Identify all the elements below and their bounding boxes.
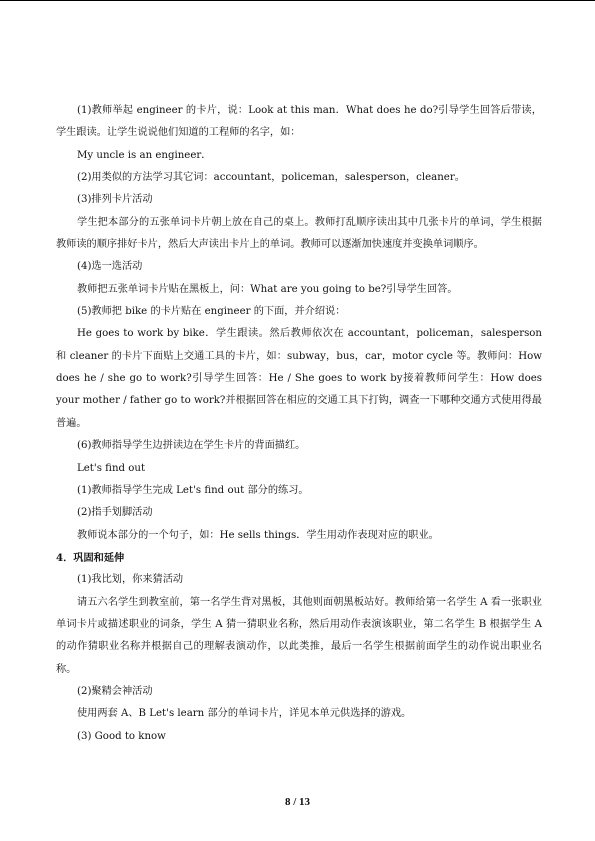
paragraph: 请五六名学生到教室前，第一名学生背对黑板，其他则面朝黑板站好。教师给第一名学生 A 看一张职业单词卡片或描述职业的词条，学生 A 猜一猜职业名称，然后用动作表演该职业，第二名学生 B 根据学生 A 的动作猜职业名称并根据自己的理解表演动作，以此类推，最后一名学生根据前面学生的动作说出职业名称。 xyxy=(56,596,542,675)
paragraph: (5)教师把 bike 的卡片贴在 engineer 的下面，并介绍说： xyxy=(77,306,346,318)
paragraph: 教师说本部分的一个句子，如：He sells things．学生用动作表现对应的职业。 xyxy=(77,529,439,541)
paragraph: (6)教师指导学生边拼读边在学生卡片的背面描红。 xyxy=(77,440,306,452)
paragraph: (2)用类似的方法学习其它词：accountant，policeman，salesperson，cleaner。 xyxy=(77,172,465,184)
paragraph: He goes to work by bike．学生跟读。然后教师依次在 accountant，policeman，salesperson 和 cleaner 的卡片下面贴上交通工具的卡片，如：subway，bus，car，motor cycle 等。教师问：How does he / she go to work?引导学生回答：He / She goes to work by接着教师问学生：How does your mother / father go to work?并根据回答在相应的交通工具下打钩，调查一下哪种交通方式使用得最普遍。 xyxy=(56,328,542,429)
paragraph: (3) Good to know xyxy=(77,730,166,742)
paragraph: 学生把本部分的五张单词卡片朝上放在自己的桌上。教师打乱顺序读出其中几张卡片的单词，学生根据教师读的顺序排好卡片，然后大声读出卡片上的单词。教师可以逐渐加快速度并变换单词顺序。 xyxy=(56,216,542,251)
paragraph: My uncle is an engineer． xyxy=(77,149,212,161)
paragraph: (2)聚精会神活动 xyxy=(77,685,153,697)
paragraph: 使用两套 A、B Let's learn 部分的单词卡片，详见本单元供选择的游戏。 xyxy=(77,708,412,720)
paragraph: (4)选一选活动 xyxy=(77,261,143,273)
paragraph: (1)教师指导学生完成 Let's find out 部分的练习。 xyxy=(77,484,309,496)
page-number: 8 / 13 xyxy=(284,796,311,808)
paragraph: Let's find out xyxy=(77,462,146,474)
document-body xyxy=(56,100,542,748)
paragraph: 教师把五张单词卡片贴在黑板上，问：What are you going to be?引导学生回答。 xyxy=(77,283,458,295)
top-rule xyxy=(0,0,595,1)
section-heading: 4．巩固和延伸 xyxy=(56,551,125,564)
paragraph: (1)教师举起 engineer 的卡片，说：Look at this man．What does he do?引导学生回答后带读，学生跟读。让学生说说他们知道的工程师的名字，如： xyxy=(56,105,542,139)
paragraph: (2)指手划脚活动 xyxy=(77,507,153,519)
paragraph: (3)排列卡片活动 xyxy=(77,194,153,206)
paragraph: (1)我比划，你来猜活动 xyxy=(77,574,184,586)
